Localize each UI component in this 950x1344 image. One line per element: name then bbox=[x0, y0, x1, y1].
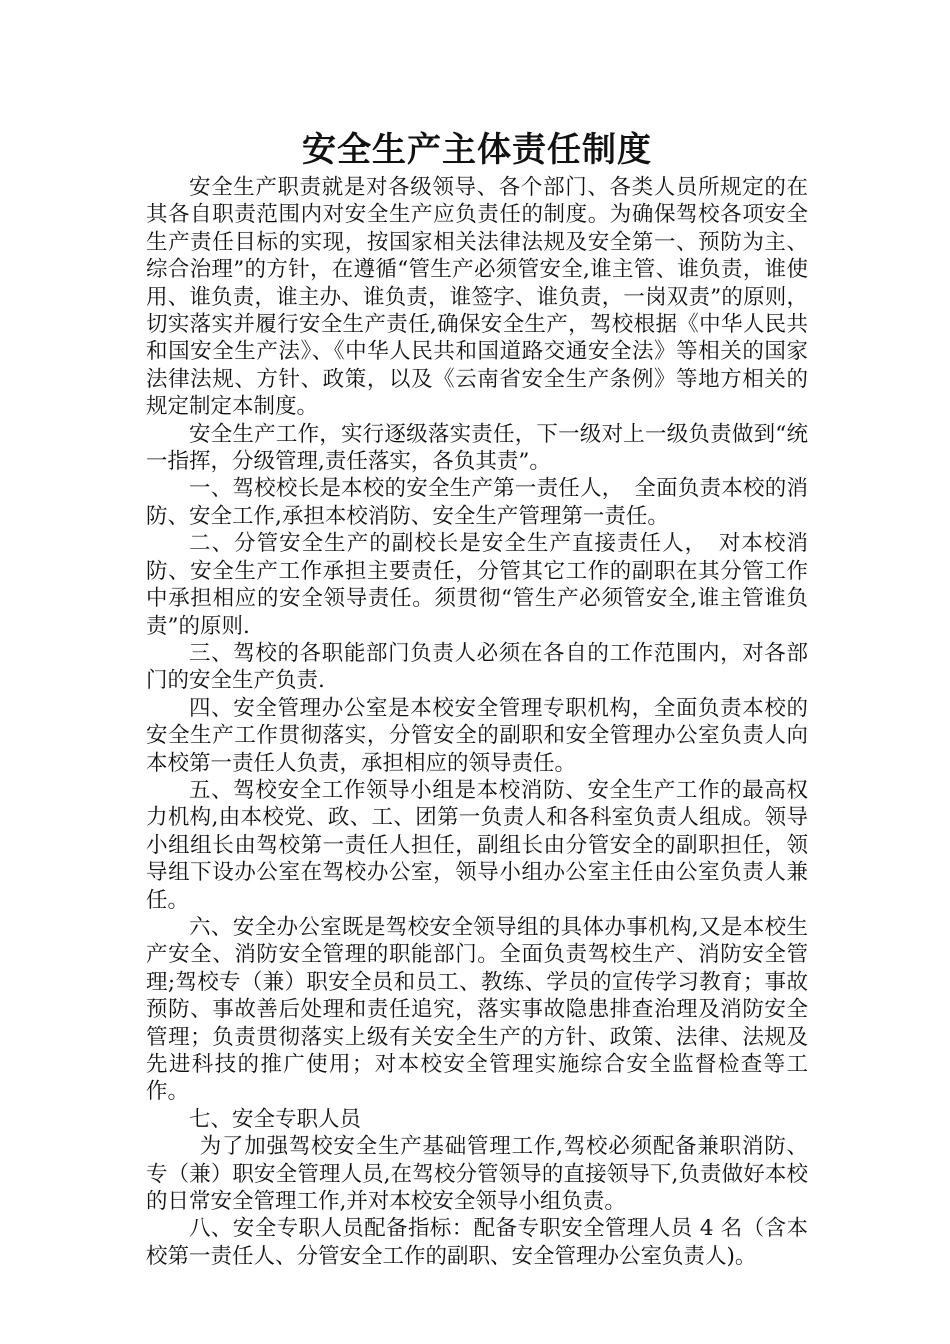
paragraph-principle: 安全生产工作，实行逐级落实责任，下一级对上一级负责做到“统一指挥，分级管理,责任落实，各负其责”。 bbox=[146, 421, 808, 475]
document-title: 安全生产主体责任制度 bbox=[302, 130, 652, 170]
paragraph-item-4: 四、安全管理办公室是本校安全管理专职机构，全面负责本校的安全生产工作贯彻落实，分管安全的副职和安全管理办公室负责人向本校第一责任人负责，承担相应的领导责任。 bbox=[146, 695, 808, 776]
paragraph-intro: 安全生产职责就是对各级领导、各个部门、各类人员所规定的在其各自职责范围内对安全生产应负责任的制度。为确保驾校各项安全生产责任目标的实现，按国家相关法律法规及安全第一、预防为主、综合治理”的方针，在遵循“管生产必须管安全,谁主管、谁负责，谁使用、谁负责，谁主办、谁负责，谁签字、谁负责，一岗双责”的原则，切实落实并履行安全生产责任,确保安全生产，驾校根据《中华人民共和国安全生产法》、《中华人民共和国道路交通安全法》等相关的国家法律法规、方针、政策，以及《云南省安全生产条例》等地方相关的规定制定本制度。 bbox=[146, 175, 808, 420]
paragraph-item-7-body: 为了加强驾校安全生产基础管理工作,驾校必须配备兼职消防、专（兼）职安全管理人员,在驾校分管领导的直接领导下,负责做好本校的日常安全管理工作,并对本校安全领导小组负责。 bbox=[146, 1134, 808, 1215]
paragraph-item-1: 一、驾校校长是本校的安全生产第一责任人， 全面负责本校的消防、安全工作,承担本校消防、安全生产管理第一责任。 bbox=[146, 476, 808, 529]
document-page bbox=[146, 126, 808, 1270]
paragraph-item-5: 五、驾校安全工作领导小组是本校消防、安全生产工作的最高权力机构,由本校党、政、工、团第一负责人和各科室负责人组成。领导小组组长由驾校第一责任人担任，副组长由分管安全的副职担任，领导组下设办公室在驾校办公室，领导小组办公室主任由公室负责人兼任。 bbox=[146, 777, 808, 913]
paragraph-item-7-heading: 七、安全专职人员 bbox=[189, 1106, 362, 1132]
paragraph-item-6: 六、安全办公室既是驾校安全领导组的具体办事机构,又是本校生产安全、消防安全管理的职能部门。全面负责驾校生产、消防安全管理;驾校专（兼）职安全员和员工、教练、学员的宣传学习教育；事故预防、事故善后处理和责任追究，落实事故隐患排查治理及消防安全管理；负责贯彻落实上级有关安全生产的方针、政策、法律、法规及先进科技的推广使用；对本校安全管理实施综合安全监督检查等工作。 bbox=[146, 914, 808, 1105]
paragraph-item-8: 八、安全专职人员配备指标：配备专职安全管理人员 4 名（含本校第一责任人、分管安全工作的副职、安全管理办公室负责人)。 bbox=[146, 1216, 808, 1269]
paragraph-item-2: 二、分管安全生产的副校长是安全生产直接责任人， 对本校消防、安全生产工作承担主要责任，分管其它工作的副职在其分管工作中承担相应的安全领导责任。须贯彻“管生产必须管安全,谁主管谁负责”的原则. bbox=[146, 531, 808, 639]
paragraph-item-3: 三、驾校的各职能部门负责人必须在各自的工作范围内，对各部门的安全生产负责. bbox=[146, 640, 808, 694]
